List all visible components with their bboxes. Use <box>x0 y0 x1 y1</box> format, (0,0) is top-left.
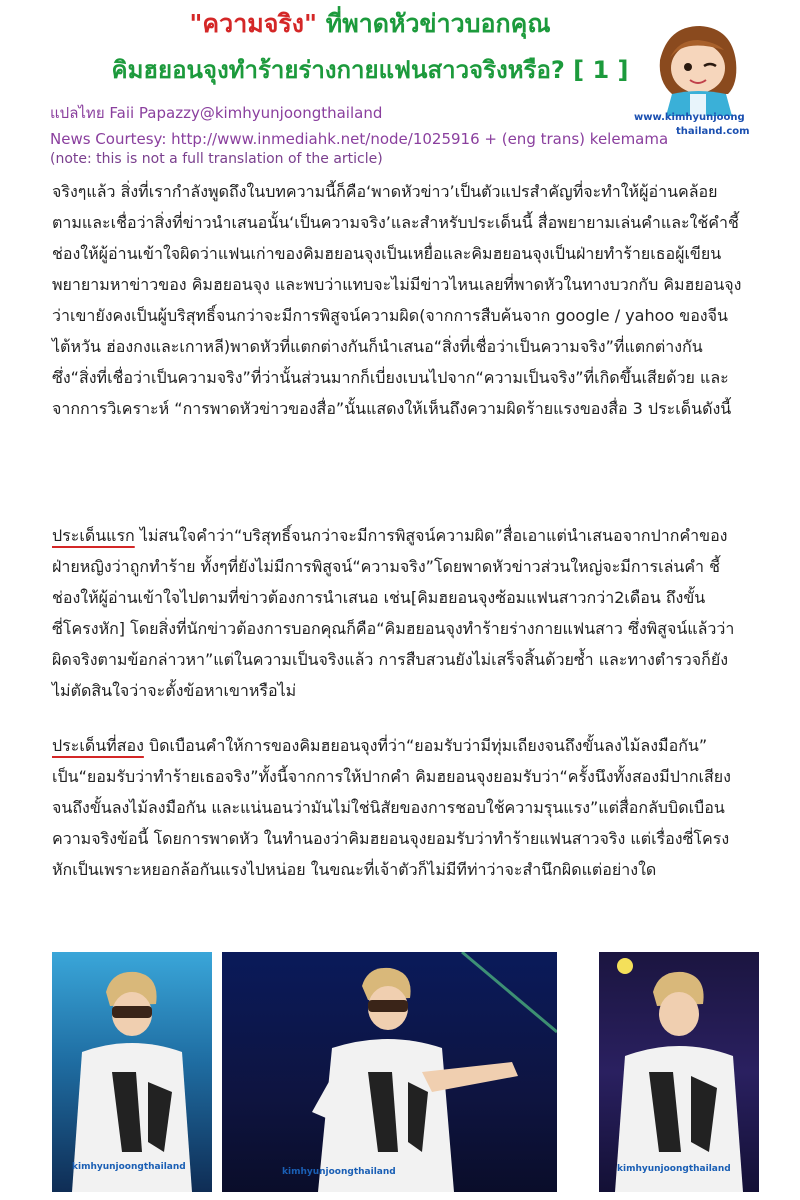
site-logo[interactable] <box>628 20 768 144</box>
title-quote: "ความจริง" <box>189 9 318 38</box>
paragraph-point-1 <box>52 520 742 706</box>
photo-watermark-2: kimhyunjoongthailand <box>282 1167 396 1177</box>
performer-figure-icon <box>222 952 557 1192</box>
news-courtesy: News Courtesy: http://www.inmediahk.net/node/1025916 + (eng trans) kelemama <box>50 130 669 148</box>
point-1-heading: ประเด็นแรก <box>52 526 135 545</box>
performer-figure-icon <box>52 952 212 1192</box>
point-2-body: บิดเบือนคำให้การของคิมฮยอนจุงที่ว่า“ยอมรับว่ามีทุ่มเถียงจนถึงขั้นลงไม้ลงมือกัน” เป็น“ยอมรับว่าทำร้ายเธอจริง”ทั้งนี้จากการให้ปากคำ คิมฮยอนจุงยอมรับว่า“ครั้งนึงทั้งสองมีปากเสียงจนถึงขั้นลงไม้ลงมือกัน และแน่นอนว่ามันไม่ใช่นิสัยของการชอบใช้ความรุนแรง”แต่สื่อกลับบิดเบือนความจริงข้อนี้ โดยการพาดหัว ในทำนองว่าคิมฮยอนจุงยอมรับว่าทำร้ายแฟนสาวจริง แต่เรื่องซี่โครงหักเป็นเพราะหยอกล้อกันแรงไปหน่อย ในขณะที่เจ้าตัวก็ไม่มีทีท่าว่าจะสำนึกผิดแต่อย่างใด <box>52 736 731 879</box>
mascot-icon <box>628 20 768 144</box>
article-title-line2: คิมฮยอนจุงทำร้ายร่างกายแฟนสาวจริงหรือ? [ 1 ] <box>111 56 629 84</box>
photo-watermark-1: kimhyunjoongthailand <box>72 1162 186 1172</box>
title-rest: ที่พาดหัวข่าวบอกคุณ <box>317 9 551 38</box>
concert-photo-3 <box>599 952 759 1192</box>
point-2-heading: ประเด็นที่สอง <box>52 736 144 755</box>
paragraph-point-2 <box>52 730 742 885</box>
photo-watermark-3: kimhyunjoongthailand <box>617 1164 731 1174</box>
logo-text-1: www.kimhyunjoong <box>634 112 745 123</box>
concert-photo-1 <box>52 952 212 1192</box>
article-title-line1 <box>80 8 660 40</box>
logo-text-2: thailand.com <box>676 126 750 137</box>
concert-photo-2 <box>222 952 557 1192</box>
translator-credit: แปลไทย Faii Papazzy@kimhyunjoongthailand <box>50 104 383 122</box>
performer-figure-icon <box>599 952 759 1192</box>
paragraph-intro: จริงๆแล้ว สิ่งที่เรากำลังพูดถึงในบทความนี้ก็คือ‘พาดหัวข่าว’เป็นตัวแปรสำคัญที่จะทำให้ผู้อ่านคล้อยตามและเชื่อว่าสิ่งที่ข่าวนำเสนอนั้น‘เป็นความจริง’และสำหรับประเด็นนี้ สื่อพยายามเล่นคำและใช้คำชี้ช่องให้ผู้อ่านเข้าใจผิดว่าแฟนเก่าของคิมฮยอนจุงเป็นเหยื่อและคิมฮยอนจุงเป็นฝ่ายทำร้ายเธอผู้เขียนพยายามหาข่าวของ คิมฮยอนจุง และพบว่าแทบจะไม่มีข่าวไหนเลยที่พาดหัวในทางบวกกับ คิมฮยอนจุง ว่าเขายังคงเป็นผู้บริสุทธิ์จนกว่าจะมีการพิสูจน์ความผิด(จากการสืบค้นจาก google / yahoo ของจีน ไต้หวัน ฮ่องกงและเกาหลี)พาดหัวที่แตกต่างกันก็นำเสนอ“สิ่งที่เชื่อว่าเป็นความจริง”ที่แตกต่างกัน ซึ่ง“สิ่งที่เชื่อว่าเป็นความจริง”ที่ว่านั้นส่วนมากก็เบี่ยงเบนไปจาก“ความเป็นจริง”ที่เกิดขึ้นเสียด้วย และจากการวิเคราะห์ “การพาดหัวข่าวของสื่อ”นั้นแสดงให้เห็นถึงความผิดร้ายแรงของสื่อ 3 ประเด็นดังนี้ <box>52 182 742 418</box>
translation-note: (note: this is not a full translation of the article) <box>50 151 383 167</box>
point-1-body: ไม่สนใจคำว่า“บริสุทธิ์จนกว่าจะมีการพิสูจน์ความผิด”สื่อเอาแต่นำเสนอจากปากคำของฝ่ายหญิงว่าถูกทำร้าย ทั้งๆที่ยังไม่มีการพิสูจน์“ความจริง”โดยพาดหัวข่าวส่วนใหญ่จะมีการเล่นคำ ชี้ช่องให้ผู้อ่านเข้าใจไปตามที่ข่าวต้องการนำเสนอ เช่น[คิมฮยอนจุงซ้อมแฟนสาวกว่า2เดือน ถึงขั้นซี่โครงหัก] โดยสิ่งที่นักข่าวต้องการบอกคุณก็คือ“คิมฮยอนจุงทำร้ายร่างกายแฟนสาว ซึ่งพิสูจน์แล้วว่าผิดจริงตามข้อกล่าวหา”แต่ในความเป็นจริงแล้ว การสืบสวนยังไม่เสร็จสิ้นด้วยซ้ำ และทางตำรวจก็ยังไม่ตัดสินใจว่าจะตั้งข้อหาเขาหรือไม่ <box>52 526 735 700</box>
